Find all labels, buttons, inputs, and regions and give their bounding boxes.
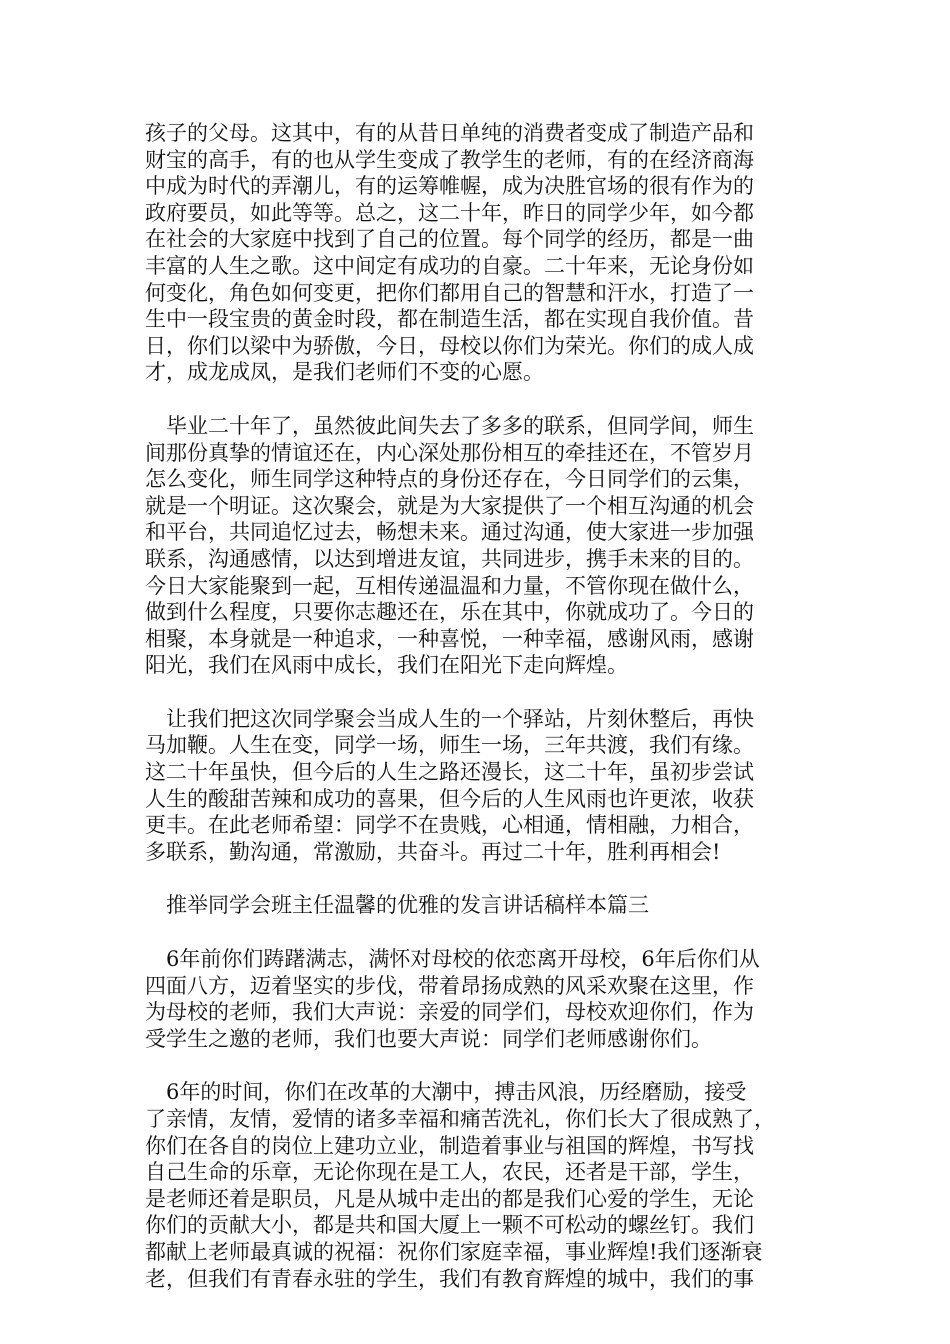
paragraph-spacer	[145, 919, 810, 946]
text-line: 都献上老师最真诚的祝福：祝你们家庭幸福，事业辉煌!我们逐渐衰	[145, 1239, 763, 1264]
text-line: 让我们把这次同学聚会当成人生的一个驿站，片刻休整后，再快	[145, 706, 754, 731]
paragraph-3	[145, 706, 810, 866]
text-line: 相聚，本身就是一种追求，一种喜悦，一种幸福，感谢风雨，感谢	[145, 626, 754, 651]
text-line: 你们的贡献大小，都是共和国大厦上一颗不可松动的螺丝钉。我们	[145, 1213, 754, 1238]
text-line: 是老师还着是职员，凡是从城中走出的都是我们心爱的学生，无论	[145, 1186, 754, 1211]
text-line: 了亲情，友情，爱情的诸多幸福和痛苦洗礼，你们长大了很成熟了，	[145, 1107, 775, 1131]
text-line: 间那份真挚的情谊还在，内心深处那份相互的牵挂还在，不管岁月	[145, 440, 754, 465]
text-line: 你们在各自的岗位上建功立业，制造着事业与祖国的辉煌，书写找	[145, 1133, 754, 1158]
text-line: 才，成龙成凤，是我们老师们不变的心愿。	[145, 360, 544, 385]
text-line: 老，但我们有青春永驻的学生，我们有教育辉煌的城中，我们的事	[145, 1266, 754, 1291]
paragraph-spacer	[145, 386, 810, 413]
text-line: 自己生命的乐章，无论你现在是工人，农民，还者是干部，学生，	[145, 1160, 754, 1185]
paragraph-1	[145, 120, 810, 386]
text-line: 联系，沟通感情，以达到增进友谊，共同进步，携手未来的目的。	[145, 546, 754, 571]
paragraph-spacer	[145, 679, 810, 706]
text-line: 为母校的老师，我们大声说：亲爱的同学们，母校欢迎你们，作为	[145, 1000, 754, 1025]
heading-line: 推举同学会班主任温馨的优雅的发言讲话稿样本篇三	[145, 893, 649, 918]
text-line: 怎么变化，师生同学这种特点的身份还存在，今日同学们的云集，	[145, 467, 754, 492]
text-line: 孩子的父母。这其中，有的从昔日单纯的消费者变成了制造产品和	[145, 121, 754, 145]
document-page	[145, 120, 810, 1292]
paragraph-5	[145, 1079, 810, 1292]
text-line: 何变化，角色如何变更，把你们都用自己的智慧和汗水，打造了一	[145, 280, 754, 305]
text-line: 日，你们以梁中为骄傲，今日，母校以你们为荣光。你们的成人成	[145, 333, 754, 358]
text-line: 生中一段宝贵的黄金时段，都在制造生活，都在实现自我价值。昔	[145, 307, 754, 332]
text-line: 在社会的大家庭中找到了自己的位置。每个同学的经历，都是一曲	[145, 227, 754, 252]
text-line: 更丰。在此老师希望：同学不在贵贱，心相通，情相融，力相合，	[145, 813, 754, 838]
text-line: 6年前你们踌躇满志，满怀对母校的依恋离开母校，6年后你们从	[145, 947, 760, 972]
section-heading	[145, 892, 810, 919]
text-line: 人生的酸甜苦辣和成功的喜果，但今后的人生风雨也许更浓，收获	[145, 786, 754, 811]
text-line: 四面八方，迈着坚实的步伐，带着昂扬成熟的风采欢聚在这里，作	[145, 973, 754, 998]
text-line: 中成为时代的弄潮儿，有的运筹帷幄，成为决胜官场的很有作为的	[145, 174, 754, 199]
text-line: 今日大家能聚到一起，互相传递温温和力量，不管你现在做什么，	[145, 573, 754, 598]
text-line: 马加鞭。人生在变，同学一场，师生一场，三年共渡，我们有缘。	[145, 733, 754, 758]
paragraph-spacer	[145, 865, 810, 892]
text-line: 财宝的高手，有的也从学生变成了教学生的老师，有的在经济商海	[145, 147, 754, 172]
text-line: 政府要员，如此等等。总之，这二十年，昨日的同学少年，如今都	[145, 200, 754, 225]
text-line: 就是一个明证。这次聚会，就是为大家提供了一个相互沟通的机会	[145, 493, 754, 518]
text-line: 阳光，我们在风雨中成长，我们在阳光下走向辉煌。	[145, 653, 628, 678]
text-line: 受学生之邀的老师，我们也要大声说：同学们老师感谢你们。	[145, 1026, 712, 1051]
text-line: 做到什么程度，只要你志趣还在，乐在其中，你就成功了。今日的	[145, 600, 754, 625]
text-line: 多联系，勤沟通，常激励，共奋斗。再过二十年，胜利再相会!	[145, 839, 721, 864]
text-line: 和平台，共同追忆过去，畅想未来。通过沟通，使大家进一步加强	[145, 520, 754, 545]
paragraph-4	[145, 946, 810, 1052]
text-line: 毕业二十年了，虽然彼此间失去了多多的联系，但同学间，师生	[145, 413, 754, 438]
text-line: 丰富的人生之歌。这中间定有成功的自豪。二十年来，无论身份如	[145, 253, 754, 278]
text-line: 这二十年虽快，但今后的人生之路还漫长，这二十年，虽初步尝试	[145, 760, 754, 785]
paragraph-spacer	[145, 1052, 810, 1079]
text-line: 6年的时间，你们在改革的大潮中，搏击风浪，历经磨励，接受	[145, 1080, 747, 1105]
paragraph-2	[145, 413, 810, 679]
